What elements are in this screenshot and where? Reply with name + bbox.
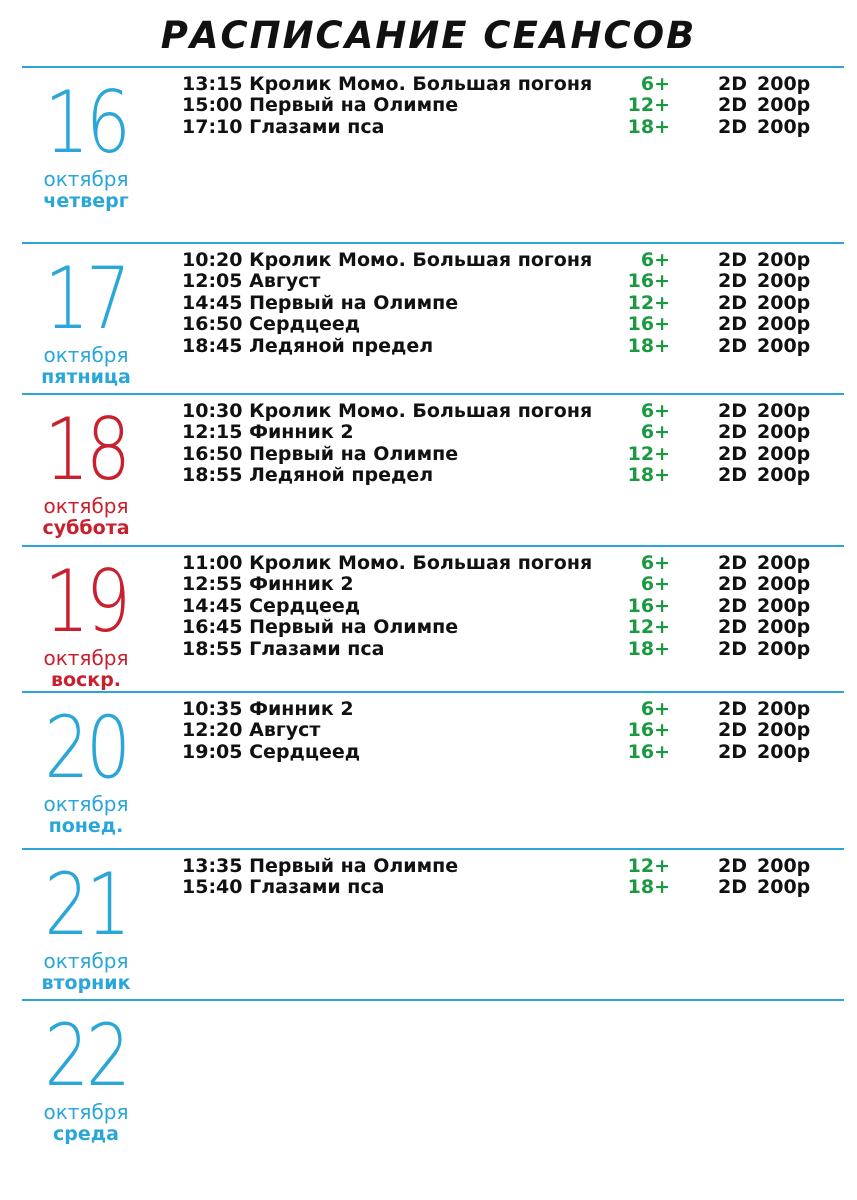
session-row	[182, 553, 822, 574]
format-label: 2D	[718, 552, 747, 574]
session-row	[182, 293, 822, 314]
session-time-title	[182, 856, 458, 877]
session-time: 18:55	[182, 464, 243, 487]
age-rating: 6+	[640, 552, 670, 574]
session-time: 16:50	[182, 313, 243, 336]
date-column	[22, 693, 150, 837]
price-label: 200р	[757, 249, 811, 271]
session-row	[182, 742, 822, 763]
age-rating: 6+	[640, 698, 670, 720]
film-title: Первый на Олимпе	[249, 442, 459, 465]
day-block	[22, 691, 844, 837]
format-label: 2D	[718, 400, 747, 422]
session-row	[182, 465, 822, 486]
price-label: 200р	[757, 876, 811, 899]
month-label: октября	[43, 343, 129, 367]
film-title: Кролик Момо. Большая погоня	[249, 249, 593, 271]
day-block	[22, 999, 844, 1145]
session-time: 12:05	[182, 270, 243, 293]
session-time-title	[182, 720, 320, 741]
format-label: 2D	[718, 421, 747, 444]
session-row	[182, 250, 822, 271]
price-label: 200р	[757, 334, 811, 357]
film-title: Кролик Момо. Большая погоня	[249, 400, 593, 422]
session-time-title	[182, 574, 354, 595]
format-label: 2D	[718, 73, 747, 95]
film-title: Финник 2	[249, 573, 354, 596]
session-time-title	[182, 444, 458, 465]
format-label: 2D	[718, 719, 747, 742]
film-title: Глазами пса	[249, 637, 385, 660]
format-label: 2D	[718, 442, 747, 465]
session-time-title	[182, 422, 354, 443]
age-rating: 12+	[627, 291, 670, 314]
session-time-title	[182, 314, 360, 335]
price-label: 200р	[757, 464, 811, 487]
film-title: Август	[249, 719, 321, 742]
session-time: 13:15	[182, 73, 243, 95]
format-label: 2D	[718, 94, 747, 117]
weekday-label: среда	[53, 1123, 119, 1145]
session-row	[182, 574, 822, 595]
day-number: 22	[44, 1006, 128, 1106]
film-title: Глазами пса	[249, 115, 385, 138]
weekday-label: суббота	[42, 517, 130, 539]
session-time-title	[182, 117, 384, 138]
age-rating: 12+	[627, 855, 670, 877]
price-label: 200р	[757, 719, 811, 742]
film-title: Первый на Олимпе	[249, 855, 459, 877]
session-row	[182, 596, 822, 617]
film-title: Ледяной предел	[249, 334, 434, 357]
session-time-title	[182, 95, 458, 116]
session-list	[182, 553, 822, 660]
weekday-label: понед.	[48, 815, 124, 837]
session-time: 16:45	[182, 616, 243, 639]
session-row	[182, 720, 822, 741]
session-time: 15:00	[182, 94, 243, 117]
price-label: 200р	[757, 616, 811, 639]
weekday-label: четверг	[43, 190, 129, 212]
session-row	[182, 617, 822, 638]
session-time-title	[182, 465, 433, 486]
date-column	[22, 850, 150, 994]
session-row	[182, 314, 822, 335]
date-column	[22, 68, 150, 212]
month-label: октября	[43, 792, 129, 816]
month-label: октября	[43, 646, 129, 670]
session-time-title	[182, 617, 458, 638]
format-label: 2D	[718, 249, 747, 271]
date-column	[22, 244, 150, 388]
session-time: 11:00	[182, 552, 243, 574]
day-number: 17	[44, 249, 128, 349]
session-time-title	[182, 877, 384, 898]
film-title: Ледяной предел	[249, 464, 434, 487]
session-row	[182, 422, 822, 443]
format-label: 2D	[718, 698, 747, 720]
film-title: Сердцеед	[249, 594, 361, 617]
age-rating: 16+	[627, 740, 670, 763]
price-label: 200р	[757, 573, 811, 596]
session-list	[182, 250, 822, 357]
page-title: РАСПИСАНИЕ СЕАНСОВ	[160, 14, 697, 57]
price-label: 200р	[757, 855, 811, 877]
month-label: октября	[43, 949, 129, 973]
session-time: 19:05	[182, 740, 243, 763]
date-column	[22, 547, 150, 691]
session-time-title	[182, 553, 592, 574]
session-time-title	[182, 293, 458, 314]
day-number: 16	[44, 73, 128, 173]
format-label: 2D	[718, 876, 747, 899]
session-time-title	[182, 699, 354, 720]
session-time: 10:35	[182, 698, 243, 720]
age-rating: 6+	[640, 400, 670, 422]
day-block	[22, 545, 844, 691]
format-label: 2D	[718, 573, 747, 596]
session-time: 14:45	[182, 291, 243, 314]
film-title: Август	[249, 270, 321, 293]
price-label: 200р	[757, 740, 811, 763]
age-rating: 12+	[627, 94, 670, 117]
session-row	[182, 856, 822, 877]
price-label: 200р	[757, 73, 811, 95]
weekday-label: воскр.	[50, 669, 122, 691]
session-row	[182, 271, 822, 292]
session-time-title	[182, 401, 592, 422]
film-title: Первый на Олимпе	[249, 616, 459, 639]
age-rating: 16+	[627, 313, 670, 336]
month-label: октября	[43, 167, 129, 191]
age-rating: 16+	[627, 719, 670, 742]
month-label: октября	[43, 494, 129, 518]
day-number: 19	[44, 552, 128, 652]
format-label: 2D	[718, 637, 747, 660]
session-time: 17:10	[182, 115, 243, 138]
session-time: 12:20	[182, 719, 243, 742]
age-rating: 12+	[627, 616, 670, 639]
session-row	[182, 699, 822, 720]
film-title: Глазами пса	[249, 876, 385, 899]
day-number: 18	[44, 400, 128, 500]
day-number: 20	[44, 698, 128, 798]
session-list	[182, 74, 822, 138]
price-label: 200р	[757, 291, 811, 314]
age-rating: 6+	[640, 421, 670, 444]
session-time: 18:45	[182, 334, 243, 357]
price-label: 200р	[757, 270, 811, 293]
session-row	[182, 877, 822, 898]
age-rating: 18+	[627, 876, 670, 899]
format-label: 2D	[718, 616, 747, 639]
format-label: 2D	[718, 291, 747, 314]
age-rating: 16+	[627, 594, 670, 617]
session-row	[182, 444, 822, 465]
format-label: 2D	[718, 334, 747, 357]
age-rating: 16+	[627, 270, 670, 293]
session-time-title	[182, 271, 320, 292]
session-time: 13:35	[182, 855, 243, 877]
price-label: 200р	[757, 421, 811, 444]
format-label: 2D	[718, 740, 747, 763]
price-label: 200р	[757, 698, 811, 720]
format-label: 2D	[718, 115, 747, 138]
format-label: 2D	[718, 313, 747, 336]
age-rating: 18+	[627, 464, 670, 487]
price-label: 200р	[757, 594, 811, 617]
format-label: 2D	[718, 270, 747, 293]
price-label: 200р	[757, 94, 811, 117]
film-title: Сердцеед	[249, 740, 361, 763]
session-time: 12:55	[182, 573, 243, 596]
film-title: Финник 2	[249, 698, 354, 720]
age-rating: 6+	[640, 73, 670, 95]
day-block	[22, 848, 844, 994]
film-title: Первый на Олимпе	[249, 291, 459, 314]
film-title: Сердцеед	[249, 313, 361, 336]
price-label: 200р	[757, 552, 811, 574]
session-time: 15:40	[182, 876, 243, 899]
age-rating: 12+	[627, 442, 670, 465]
date-column	[22, 395, 150, 539]
session-row	[182, 117, 822, 138]
session-time: 14:45	[182, 594, 243, 617]
age-rating: 18+	[627, 637, 670, 660]
session-list	[182, 856, 822, 899]
session-time: 12:15	[182, 421, 243, 444]
session-time-title	[182, 596, 360, 617]
day-number: 21	[44, 855, 128, 955]
weekday-label: пятница	[41, 366, 131, 388]
session-row	[182, 95, 822, 116]
session-time-title	[182, 639, 384, 660]
day-block	[22, 393, 844, 539]
day-block	[22, 66, 844, 212]
film-title: Кролик Момо. Большая погоня	[249, 73, 593, 95]
date-column	[22, 1001, 150, 1145]
session-row	[182, 401, 822, 422]
price-label: 200р	[757, 637, 811, 660]
price-label: 200р	[757, 442, 811, 465]
age-rating: 18+	[627, 115, 670, 138]
film-title: Кролик Момо. Большая погоня	[249, 552, 593, 574]
session-row	[182, 336, 822, 357]
session-row	[182, 74, 822, 95]
price-label: 200р	[757, 400, 811, 422]
session-list	[182, 401, 822, 487]
session-time-title	[182, 74, 592, 95]
format-label: 2D	[718, 594, 747, 617]
day-block	[22, 242, 844, 388]
age-rating: 18+	[627, 334, 670, 357]
session-time: 10:30	[182, 400, 243, 422]
session-time: 18:55	[182, 637, 243, 660]
film-title: Финник 2	[249, 421, 354, 444]
session-time: 10:20	[182, 249, 243, 271]
price-label: 200р	[757, 115, 811, 138]
session-time-title	[182, 336, 433, 357]
price-label: 200р	[757, 313, 811, 336]
format-label: 2D	[718, 855, 747, 877]
format-label: 2D	[718, 464, 747, 487]
session-row	[182, 639, 822, 660]
weekday-label: вторник	[41, 972, 131, 994]
session-time-title	[182, 742, 360, 763]
session-time: 16:50	[182, 442, 243, 465]
age-rating: 6+	[640, 573, 670, 596]
session-list	[182, 699, 822, 763]
month-label: октября	[43, 1100, 129, 1124]
age-rating: 6+	[640, 249, 670, 271]
film-title: Первый на Олимпе	[249, 94, 459, 117]
session-time-title	[182, 250, 592, 271]
